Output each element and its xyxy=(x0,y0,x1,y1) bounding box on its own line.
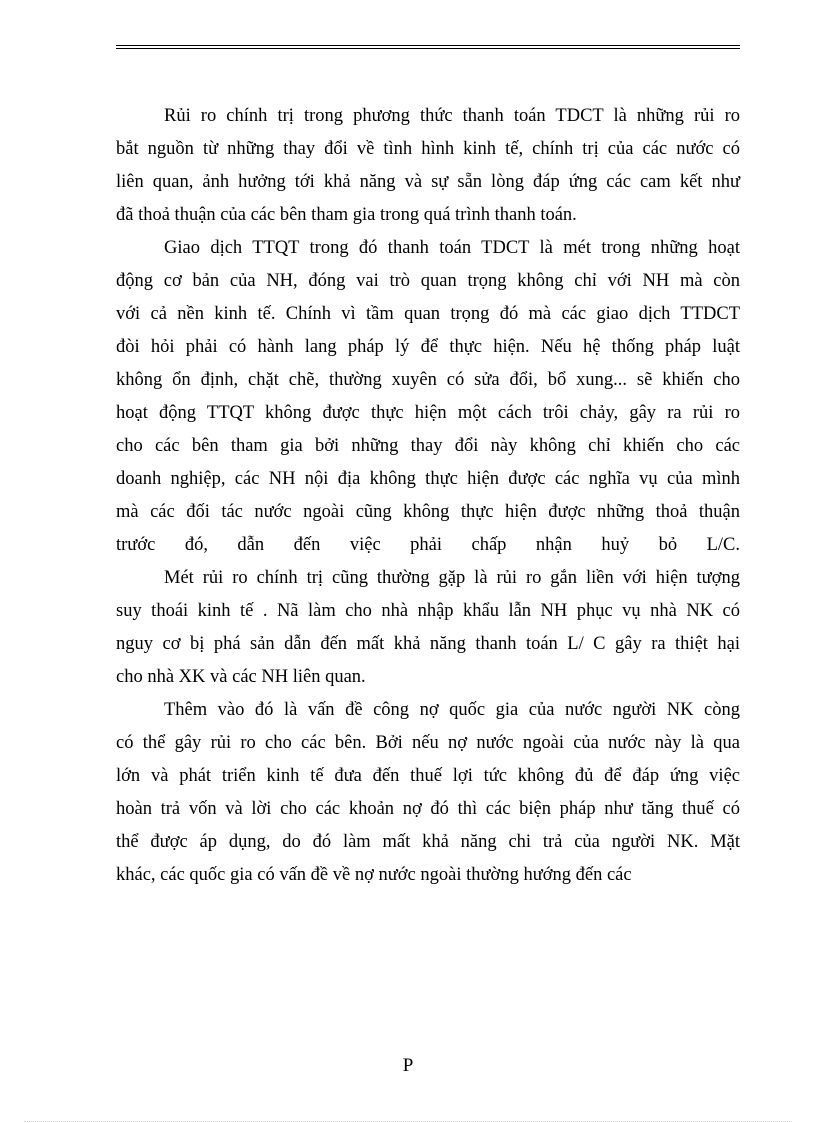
text-line: Giao dịch TTQT trong đó thanh toán TDCT là mét trong những hoạt xyxy=(164,238,740,258)
text-line: hoàn trả vốn và lời cho các khoản nợ đó thì các biện pháp như tăng thuế có xyxy=(116,799,740,819)
text-line: trước đó, dẫn đến việc phải chấp nhận huỷ bỏ L/C. xyxy=(116,535,740,555)
text-line: hoạt động TTQT không được thực hiện một cách trôi chảy, gây ra rủi ro xyxy=(116,403,740,423)
page-number: P xyxy=(402,1055,414,1076)
text-line: có thể gây rủi ro cho các bên. Bởi nếu nợ nước ngoài của nước này là qua xyxy=(116,733,740,753)
document-body xyxy=(116,100,740,892)
text-line: liên quan, ảnh hưởng tới khả năng và sự sẵn lòng đáp ứng các cam kết như xyxy=(116,172,740,192)
text-line: Rủi ro chính trị trong phương thức thanh toán TDCT là những rủi ro xyxy=(164,106,740,126)
paragraph-3 xyxy=(116,562,740,694)
text-line: doanh nghiệp, các NH nội địa không thực hiện được các nghĩa vụ của mình xyxy=(116,469,740,489)
text-line: với cả nền kinh tế. Chính vì tầm quan trọng đó mà các giao dịch TTDCT xyxy=(116,304,740,324)
text-line: đòi hỏi phải có hành lang pháp lý để thực hiện. Nếu hệ thống pháp luật xyxy=(116,337,740,357)
text-line: động cơ bản của NH, đóng vai trò quan trọng không chỉ với NH mà còn xyxy=(116,271,740,291)
text-line: khác, các quốc gia có vấn đề về nợ nước ngoài thường hướng đến các xyxy=(116,865,632,885)
text-line: bắt nguồn từ những thay đổi về tình hình kinh tế, chính trị của các nước có xyxy=(116,139,740,159)
text-line: cho nhà XK và các NH liên quan. xyxy=(116,667,366,687)
footer-dotted-rule xyxy=(24,1121,792,1122)
text-line: cho các bên tham gia bởi những thay đổi này không chỉ khiến cho các xyxy=(116,436,740,456)
text-line: đã thoả thuận của các bên tham gia trong quá trình thanh toán. xyxy=(116,205,577,225)
text-line: nguy cơ bị phá sản dẫn đến mất khả năng thanh toán L/ C gây ra thiệt hại xyxy=(116,634,740,654)
header-double-rule xyxy=(116,45,740,49)
text-line: mà các đối tác nước ngoài cũng không thực hiện được những thoả thuận xyxy=(116,502,740,522)
text-line: không ổn định, chặt chẽ, thường xuyên có sửa đổi, bổ xung... sẽ khiến cho xyxy=(116,370,740,390)
text-line: thể được áp dụng, do đó làm mất khả năng chi trả của người NK. Mặt xyxy=(116,832,740,852)
paragraph-1 xyxy=(116,100,740,232)
text-line: Mét rủi ro chính trị cũng thường gặp là rủi ro gắn liền với hiện tượng xyxy=(164,568,740,588)
paragraph-4 xyxy=(116,694,740,892)
text-line: lớn và phát triển kinh tế đưa đến thuế lợi tức không đủ để đáp ứng việc xyxy=(116,766,740,786)
text-line: Thêm vào đó là vấn đề công nợ quốc gia của nước người NK còng xyxy=(164,700,740,720)
paragraph-2 xyxy=(116,232,740,562)
text-line: suy thoái kinh tế . Nã làm cho nhà nhập khẩu lẫn NH phục vụ nhà NK có xyxy=(116,601,740,621)
